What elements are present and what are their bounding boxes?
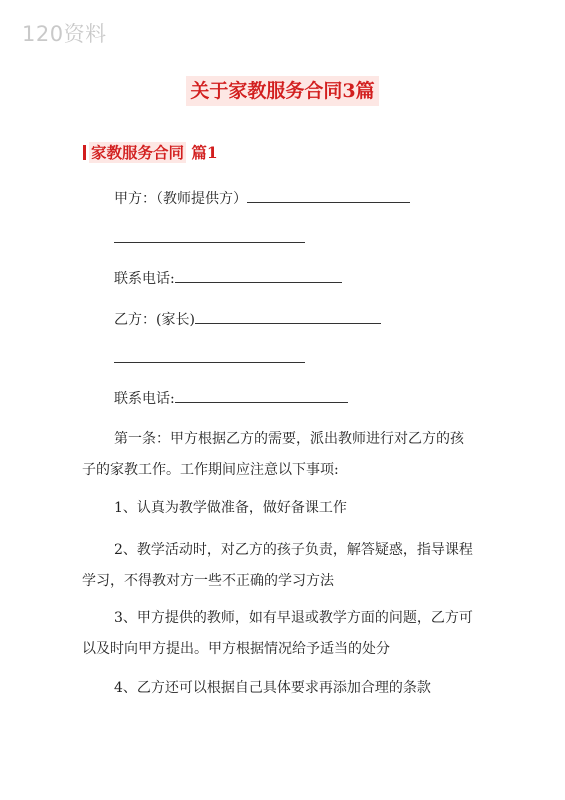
party-b-extra-blank <box>114 348 305 363</box>
party-b-extra-line <box>114 348 305 368</box>
article-1 <box>82 430 482 479</box>
phone-blank-2 <box>175 388 348 403</box>
party-b-label: 乙方：(家长) <box>114 312 195 328</box>
document-title-container <box>0 76 565 106</box>
phone-label-1: 联系电话: <box>114 271 175 287</box>
party-a-extra-blank <box>114 228 305 243</box>
party-a-line <box>114 188 410 208</box>
document-title: 关于家教服务合同3篇 <box>186 76 378 106</box>
heading-marker-icon <box>83 145 86 160</box>
section-heading-suffix: 篇1 <box>186 143 218 162</box>
article-1-line-2: 子的家教工作。工作期间应注意以下事项: <box>82 462 339 478</box>
party-a-blank <box>247 188 410 203</box>
clause-item-3-line-1: 3、甲方提供的教师，如有早退或教学方面的问题，乙方可 <box>114 610 473 626</box>
section-heading <box>83 143 218 163</box>
phone-line-1 <box>114 268 342 288</box>
clause-item-1 <box>82 499 482 517</box>
section-heading-text: 家教服务合同 <box>91 143 185 162</box>
clause-item-2-line-1: 2、教学活动时，对乙方的孩子负责，解答疑惑，指导课程 <box>114 542 473 558</box>
phone-blank-1 <box>175 268 342 283</box>
party-a-label: 甲方：（教师提供方） <box>114 191 247 207</box>
phone-label-2: 联系电话: <box>114 391 175 407</box>
phone-line-2 <box>114 388 348 408</box>
article-1-line-1: 第一条：甲方根据乙方的需要，派出教师进行对乙方的孩 <box>114 431 464 447</box>
clause-item-2 <box>82 541 482 590</box>
clause-item-2-line-2: 学习，不得教对方一些不正确的学习方法 <box>82 573 334 589</box>
party-a-extra-line <box>114 228 305 248</box>
clause-item-1-text: 1、认真为教学做准备，做好备课工作 <box>114 500 347 516</box>
clause-item-4-text: 4、乙方还可以根据自己具体要求再添加合理的条款 <box>114 680 431 696</box>
clause-item-3-line-2: 以及时向甲方提出。甲方根据情况给予适当的处分 <box>82 641 390 657</box>
watermark: 120资料 <box>22 22 107 46</box>
party-b-blank <box>195 309 381 324</box>
party-b-line <box>114 309 381 329</box>
clause-item-4 <box>82 679 482 697</box>
clause-item-3 <box>82 609 482 658</box>
